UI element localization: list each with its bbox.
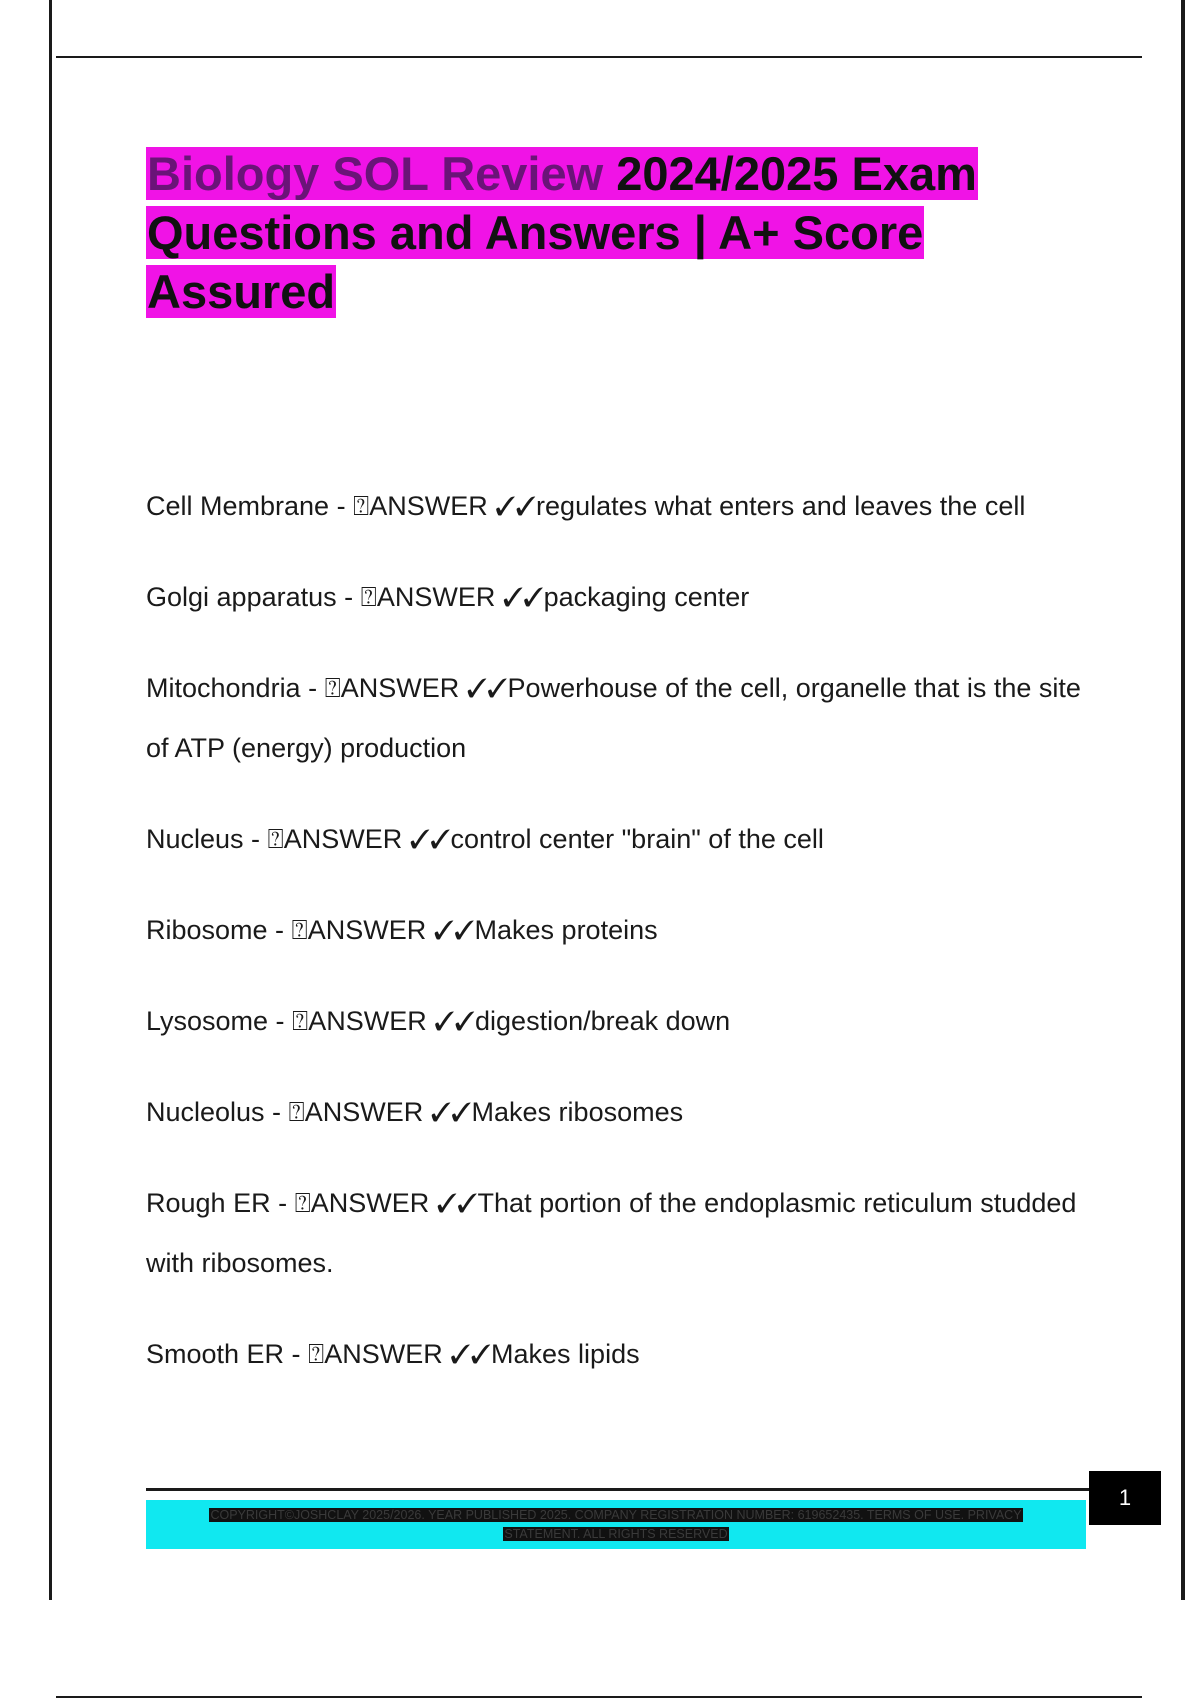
qa-item-rough-er: Rough ER - ⍰ANSWER ✓✓That portion of the endoplasmic reticulum studded with ribosomes. <box>146 1188 1077 1278</box>
page-border-left <box>49 0 52 1600</box>
qa-item-mitochondria: Mitochondria - ⍰ANSWER ✓✓Powerhouse of the cell, organelle that is the site of ATP (energy) production <box>146 673 1081 763</box>
qa-item-ribosome: Ribosome - ⍰ANSWER ✓✓Makes proteins <box>146 915 658 945</box>
qa-item-lysosome: Lysosome - ⍰ANSWER ✓✓digestion/break down <box>146 1006 731 1036</box>
title-subject: Biology SOL Review <box>147 147 604 200</box>
qa-list <box>146 476 1106 1415</box>
title-rest: 2024/2025 Exam Questions and Answers | A+ Score Assured <box>147 147 977 318</box>
qa-item-nucleus: Nucleus - ⍰ANSWER ✓✓control center "brain" of the cell <box>146 824 824 854</box>
footer-copyright-text: COPYRIGHT©JOSHCLAY 2025/2026. YEAR PUBLISHED 2025. COMPANY REGISTRATION NUMBER: 619652435. TERMS OF USE. PRIVACY STATEMENT. ALL RIGHTS RESERVED <box>210 1507 1022 1541</box>
footer-copyright <box>176 1506 1056 1544</box>
document-title <box>146 144 1046 321</box>
header-rule <box>56 56 1142 58</box>
page-number: 1 <box>1089 1471 1161 1525</box>
footer-copyright-band <box>146 1500 1086 1549</box>
qa-item-nucleolus: Nucleolus - ⍰ANSWER ✓✓Makes ribosomes <box>146 1097 684 1127</box>
next-page-rule <box>56 1696 1142 1698</box>
page-border-right <box>1181 0 1185 1600</box>
qa-item-golgi-apparatus: Golgi apparatus - ⍰ANSWER ✓✓packaging center <box>146 582 750 612</box>
qa-item-cell-membrane: Cell Membrane - ⍰ANSWER ✓✓regulates what enters and leaves the cell <box>146 491 1026 521</box>
footer-rule <box>146 1488 1091 1491</box>
qa-item-smooth-er: Smooth ER - ⍰ANSWER ✓✓Makes lipids <box>146 1339 640 1369</box>
